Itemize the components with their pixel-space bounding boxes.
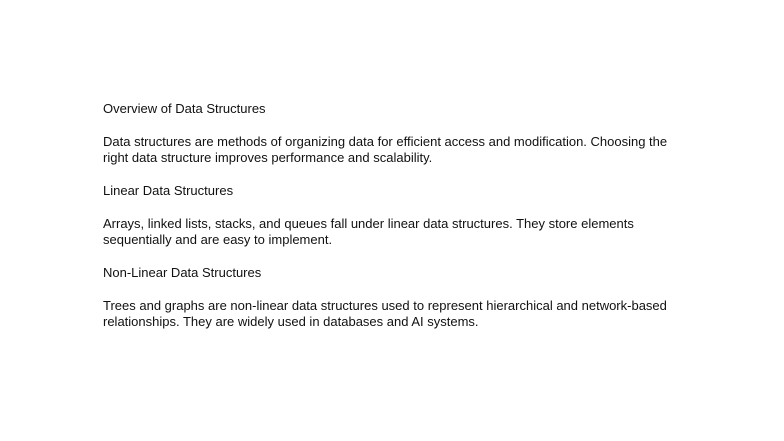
spacer: [103, 281, 693, 298]
spacer: [103, 117, 693, 134]
spacer: [103, 199, 693, 216]
document-body: [103, 101, 693, 330]
section-body-non-linear: Trees and graphs are non-linear data structures used to represent hierarchical and network-based relationships. They are widely used in databases and AI systems.: [103, 298, 667, 329]
section-heading-non-linear: Non-Linear Data Structures: [103, 265, 262, 280]
section-body-linear: Arrays, linked lists, stacks, and queues fall under linear data structures. They store elements sequentially and are easy to implement.: [103, 216, 634, 247]
spacer: [103, 166, 693, 183]
spacer: [103, 248, 693, 265]
document-title: Overview of Data Structures: [103, 101, 266, 116]
intro-paragraph: Data structures are methods of organizing data for efficient access and modification. Choosing the right data structure improves performance and scalability.: [103, 134, 668, 165]
section-heading-linear: Linear Data Structures: [103, 183, 234, 198]
